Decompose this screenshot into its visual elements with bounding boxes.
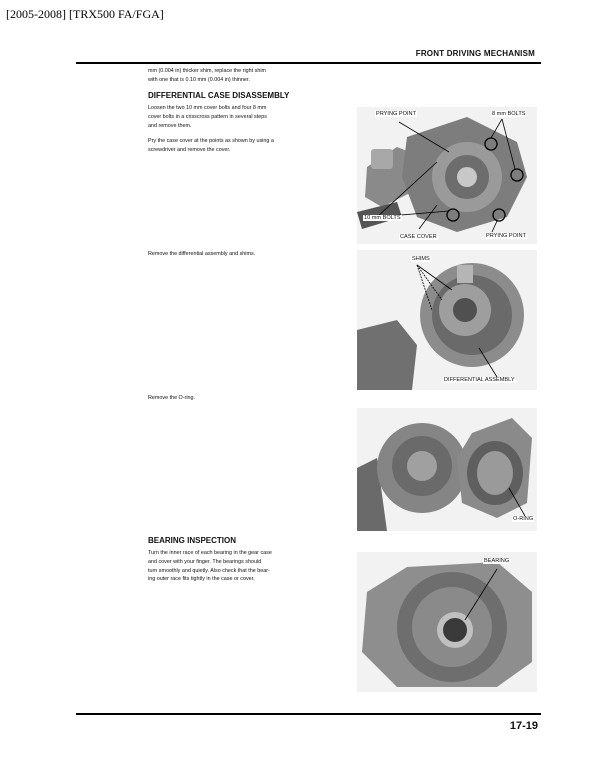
label-case-cover: CASE COVER [400, 234, 437, 240]
label-prying-point-bottom: PRYING POINT [486, 233, 526, 239]
label-o-ring: O-RING [513, 516, 534, 522]
label-differential-assembly: DIFFERENTIAL ASSEMBLY [444, 377, 515, 383]
label-10mm-bolts: 10 mm BOLTS [364, 215, 401, 221]
text-line: turn smoothly and quietly. Also check that the bear- [148, 567, 270, 574]
case-cover-figure [357, 107, 537, 244]
section-title: FRONT DRIVING MECHANISM [415, 49, 535, 58]
text-line: cover bolts in a crisscross pattern in several steps [148, 113, 267, 120]
label-bearing: BEARING [484, 558, 510, 564]
intro-line: mm (0.004 in) thicker shim, replace the right shim [148, 68, 267, 74]
text-line: Loosen the two 10 mm cover bolts and four 8 mm [148, 105, 267, 111]
diff-assembly-photo [357, 250, 537, 390]
diff-case-paragraph-2 [148, 137, 308, 155]
page-number: 17-19 [509, 720, 538, 732]
oring-paragraph [148, 394, 308, 403]
diff-assembly-figure [357, 250, 537, 390]
text-line: ing outer race fits tightly in the case or cover. [148, 576, 255, 583]
document-tag: [2005-2008] [TRX500 FA/FGA] [6, 7, 164, 21]
case-cover-photo [357, 107, 537, 244]
bearing-heading: BEARING INSPECTION [148, 536, 237, 545]
intro-line: with one that is 0.10 mm (0.004 in) thinner. [148, 76, 250, 83]
text-line: and cover with your finger. The bearings should [148, 558, 262, 565]
bearing-paragraph [148, 549, 308, 584]
intro-paragraph [148, 67, 308, 85]
text-line: Remove the O-ring. [148, 395, 196, 401]
diff-case-heading: DIFFERENTIAL CASE DISASSEMBLY [148, 91, 290, 100]
label-8mm-bolts: 8 mm BOLTS [492, 111, 526, 117]
footer-rule [76, 713, 541, 715]
text-line: screwdriver and remove the cover. [148, 146, 231, 153]
oring-photo [357, 408, 537, 531]
diff-case-paragraph-1 [148, 104, 308, 130]
bearing-figure [357, 552, 537, 692]
label-shims: SHIMS [412, 256, 430, 262]
text-line: Turn the inner race of each bearing in the gear case [148, 550, 272, 556]
text-line: Remove the differential assembly and shims. [148, 251, 256, 257]
oring-figure [357, 408, 537, 531]
text-line: and remove them. [148, 122, 192, 129]
header-rule [76, 62, 541, 64]
diff-assembly-paragraph [148, 250, 308, 259]
bearing-photo [357, 552, 537, 692]
label-prying-point-top: PRYING POINT [376, 111, 416, 117]
text-line: Pry the case cover at the points as shown by using a [148, 138, 274, 144]
